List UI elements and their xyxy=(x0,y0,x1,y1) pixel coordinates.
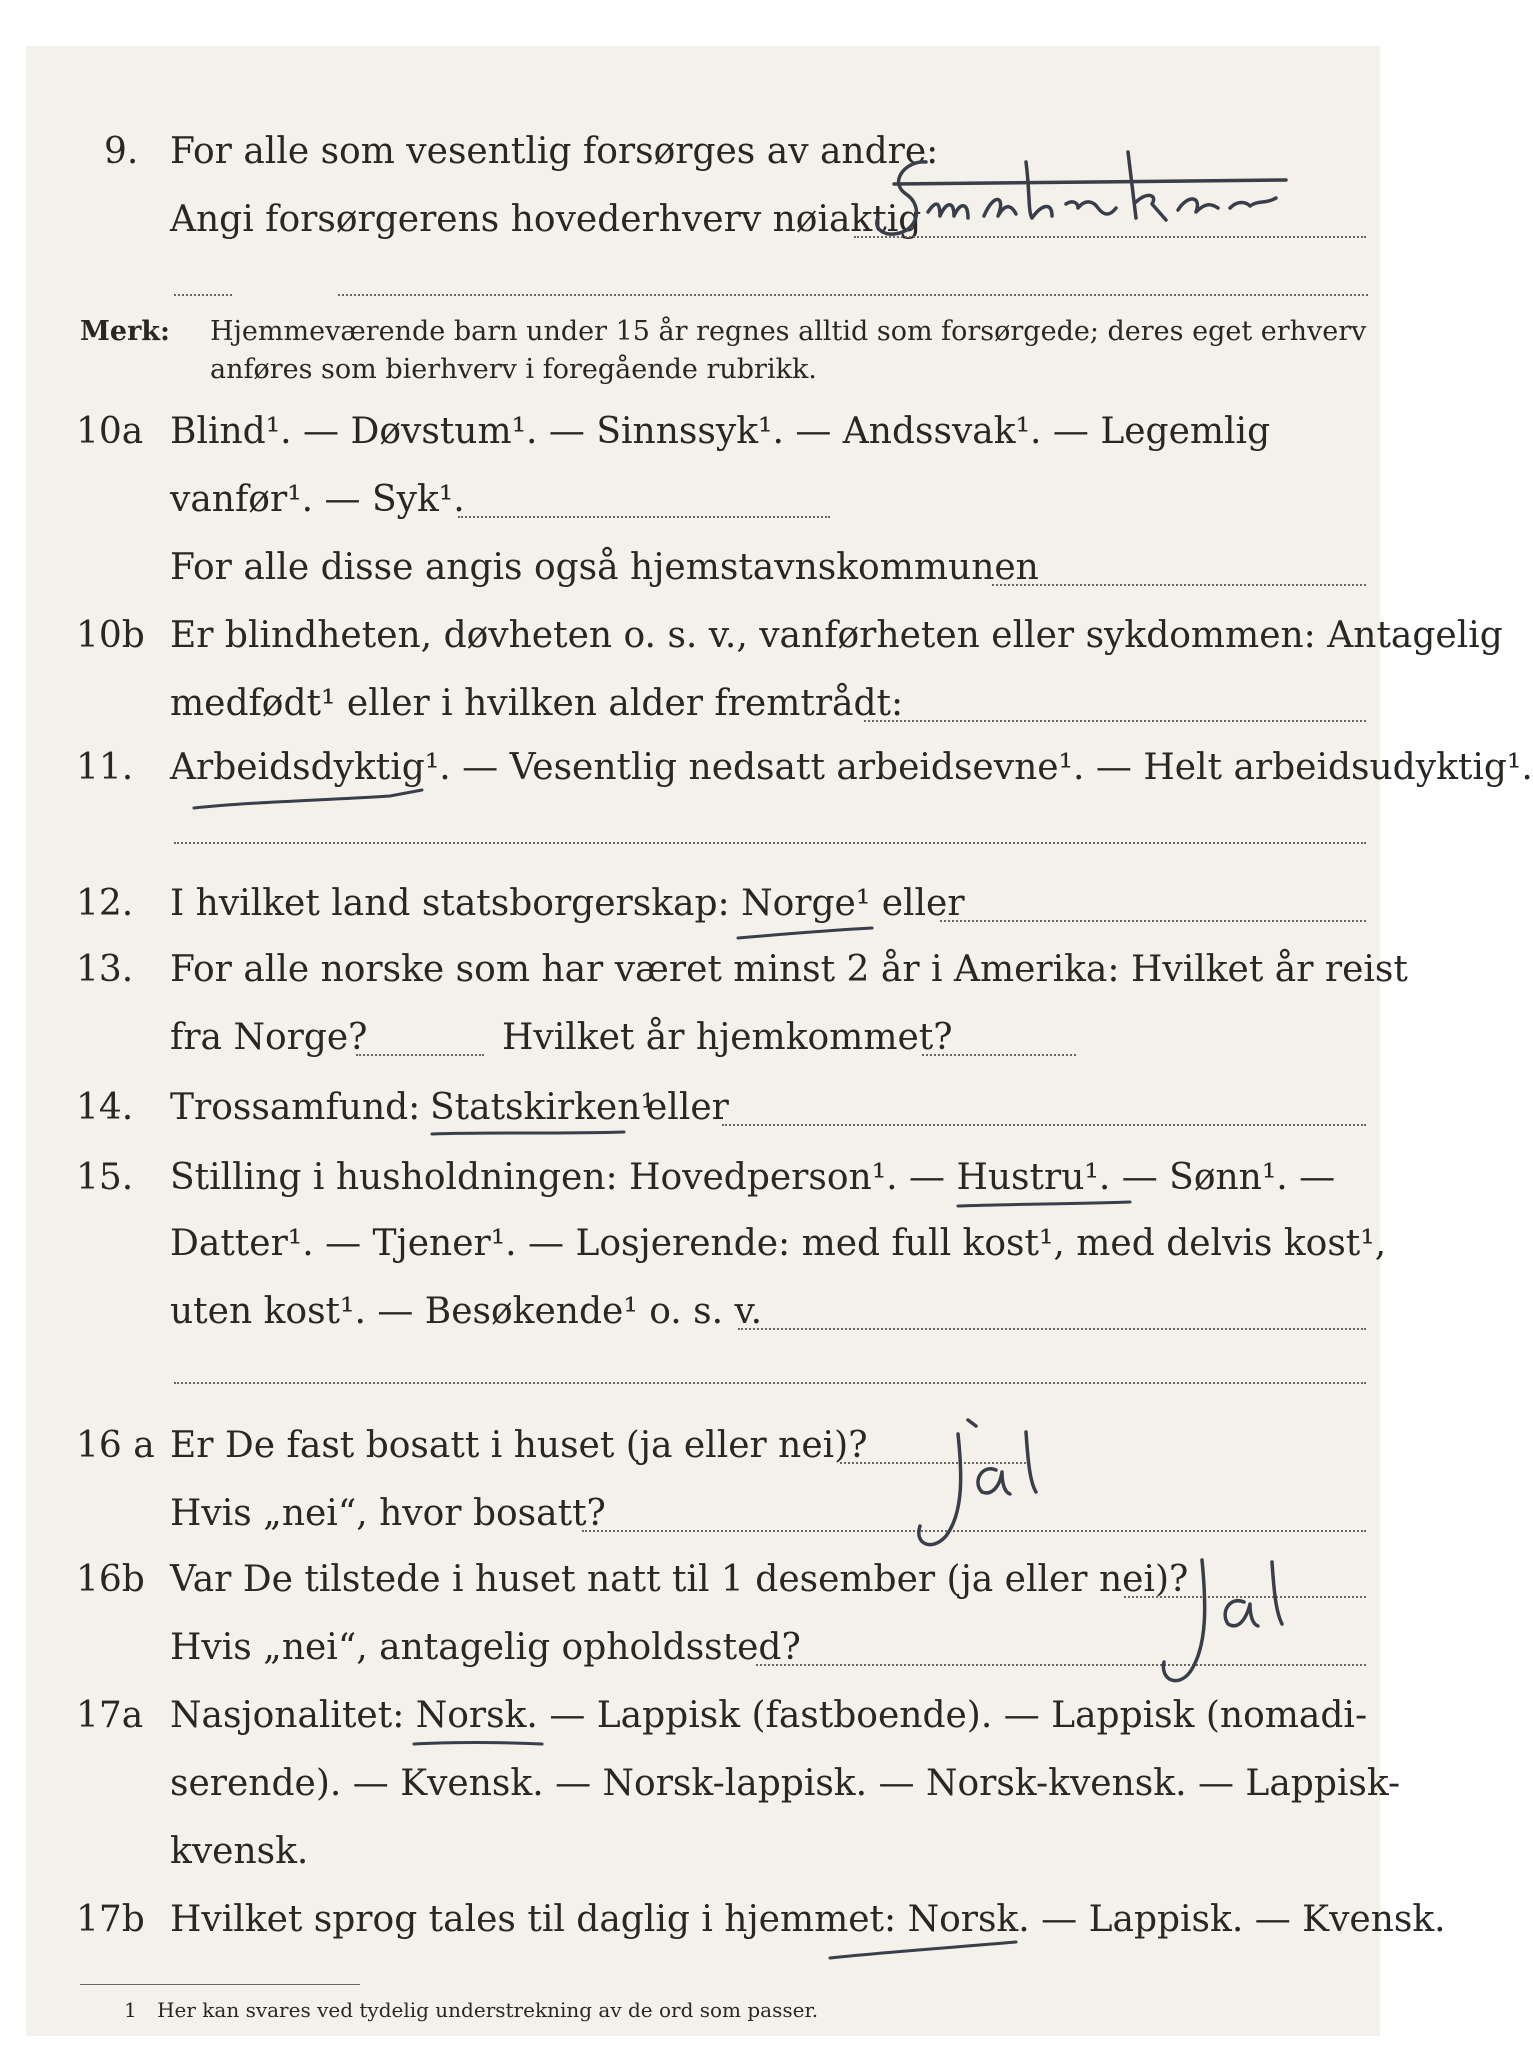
q14-eller: eller xyxy=(646,1087,729,1128)
q11-number: 11. xyxy=(76,747,134,788)
q15-line3: uten kost¹. — Besøkende¹ o. s. v. xyxy=(170,1291,763,1332)
q9-extra-line-a xyxy=(174,294,232,296)
q17a-line1: Nasjonalitet: Norsk. — Lappisk (fastboende). — Lappisk (nomadi- xyxy=(170,1695,1368,1736)
q14-number: 14. xyxy=(76,1087,134,1128)
q13-reist-answer-line[interactable] xyxy=(356,1054,484,1056)
q17a-line3: kvensk. xyxy=(170,1831,309,1872)
merk-label: Merk: xyxy=(80,316,170,347)
q17a-number: 17a xyxy=(76,1695,144,1736)
q15-extra-line xyxy=(174,1382,1366,1384)
q10b-line2: medfødt¹ eller i hvilken alder fremtrådt: xyxy=(170,683,904,724)
q14-statskirken: Statskirken¹ xyxy=(430,1087,655,1128)
q12-underline-norge xyxy=(734,924,884,944)
q11-extra-line xyxy=(174,842,1366,844)
q15-number: 15. xyxy=(76,1157,134,1198)
q16b-line1: Var De tilstede i huset natt til 1 desember (ja eller nei)? xyxy=(170,1559,1189,1600)
q16a-line2: Hvis „nei“, hvor bosatt? xyxy=(170,1493,606,1534)
q15-answer-line[interactable] xyxy=(738,1328,1366,1330)
census-form-page xyxy=(26,46,1533,2036)
q10a-line1: Blind¹. — Døvstum¹. — Sinnssyk¹. — Andssvak¹. — Legemlig xyxy=(170,411,1271,452)
q9-question-line1: For alle som vesentlig forsørges av andre: xyxy=(170,131,939,172)
q12-answer-line[interactable] xyxy=(940,920,1366,922)
q14-underline-statskirken xyxy=(428,1126,628,1142)
footnote-mark: 1 xyxy=(124,1998,137,2022)
q14-answer-line[interactable] xyxy=(722,1124,1366,1126)
q13-number: 13. xyxy=(76,949,134,990)
q15-line1: Stilling i husholdningen: Hovedperson¹. — Hustru¹. — Sønn¹. — xyxy=(170,1157,1336,1198)
footnote-rule xyxy=(80,1984,360,1985)
q16b-handwritten-answer xyxy=(1146,1546,1316,1706)
q10a-hjemstavn-answer-line[interactable] xyxy=(992,584,1366,586)
footnote xyxy=(124,1998,818,2022)
merk-line2: anføres som bierhverv i foregående rubrikk. xyxy=(210,354,817,385)
q15-underline-hustru xyxy=(954,1198,1134,1214)
q16b-number: 16b xyxy=(76,1559,145,1600)
q14-label: Trossamfund: xyxy=(170,1087,421,1128)
q16a-line1: Er De fast bosatt i huset (ja eller nei)? xyxy=(170,1425,868,1466)
q17b-number: 17b xyxy=(76,1899,145,1940)
q10a-syk-answer-line[interactable] xyxy=(458,516,830,518)
q13-hjemkommet-answer-line[interactable] xyxy=(922,1054,1076,1056)
q10a-line3: For alle disse angis også hjemstavnskommunen xyxy=(170,547,1039,588)
q13-line2a: fra Norge? xyxy=(170,1017,368,1058)
merk-line1: Hjemmeværende barn under 15 år regnes alltid som forsørgede; deres eget erhverv xyxy=(210,316,1367,347)
q10b-number: 10b xyxy=(76,615,145,656)
q13-line1: For alle norske som har været minst 2 år i Amerika: Hvilket år reist xyxy=(170,949,1408,990)
footnote-text: Her kan svares ved tydelig understrekning av de ord som passer. xyxy=(157,1998,819,2022)
q12-number: 12. xyxy=(76,883,134,924)
q10a-number: 10a xyxy=(76,411,144,452)
q17a-underline-norsk xyxy=(410,1736,550,1752)
q9-extra-line-b xyxy=(338,294,1368,296)
q9-handwritten-answer xyxy=(866,142,1366,252)
q17b-line1: Hvilket sprog tales til daglig i hjemmet: Norsk. — Lappisk. — Kvensk. xyxy=(170,1899,1446,1940)
q15-line2: Datter¹. — Tjener¹. — Losjerende: med full kost¹, med delvis kost¹, xyxy=(170,1223,1387,1264)
q10a-line2: vanfør¹. — Syk¹. xyxy=(170,479,465,520)
q10b-line1: Er blindheten, døvheten o. s. v., vanførheten eller sykdommen: Antagelig xyxy=(170,615,1503,656)
q16b-line2: Hvis „nei“, antagelig opholdssted? xyxy=(170,1627,801,1668)
q16a-number: 16 a xyxy=(76,1425,155,1466)
q10b-answer-line[interactable] xyxy=(864,720,1366,722)
q11-line1: Arbeidsdyktig¹. — Vesentlig nedsatt arbeidsevne¹. — Helt arbeidsudyktig¹. xyxy=(170,747,1533,788)
q9-number: 9. xyxy=(104,131,139,172)
q13-line2b: Hvilket år hjemkommet? xyxy=(502,1017,953,1058)
q16a-handwritten-answer xyxy=(886,1412,1066,1572)
q11-underline-arbeidsdyktig xyxy=(190,788,430,818)
q17b-underline-norsk xyxy=(826,1934,1026,1964)
q17a-line2: serende). — Kvensk. — Norsk-lappisk. — Norsk-kvensk. — Lappisk- xyxy=(170,1763,1401,1804)
q12-line1: I hvilket land statsborgerskap: Norge¹ eller xyxy=(170,883,965,924)
q9-question-line2: Angi forsørgerens hovederhverv nøiaktig xyxy=(170,199,922,240)
